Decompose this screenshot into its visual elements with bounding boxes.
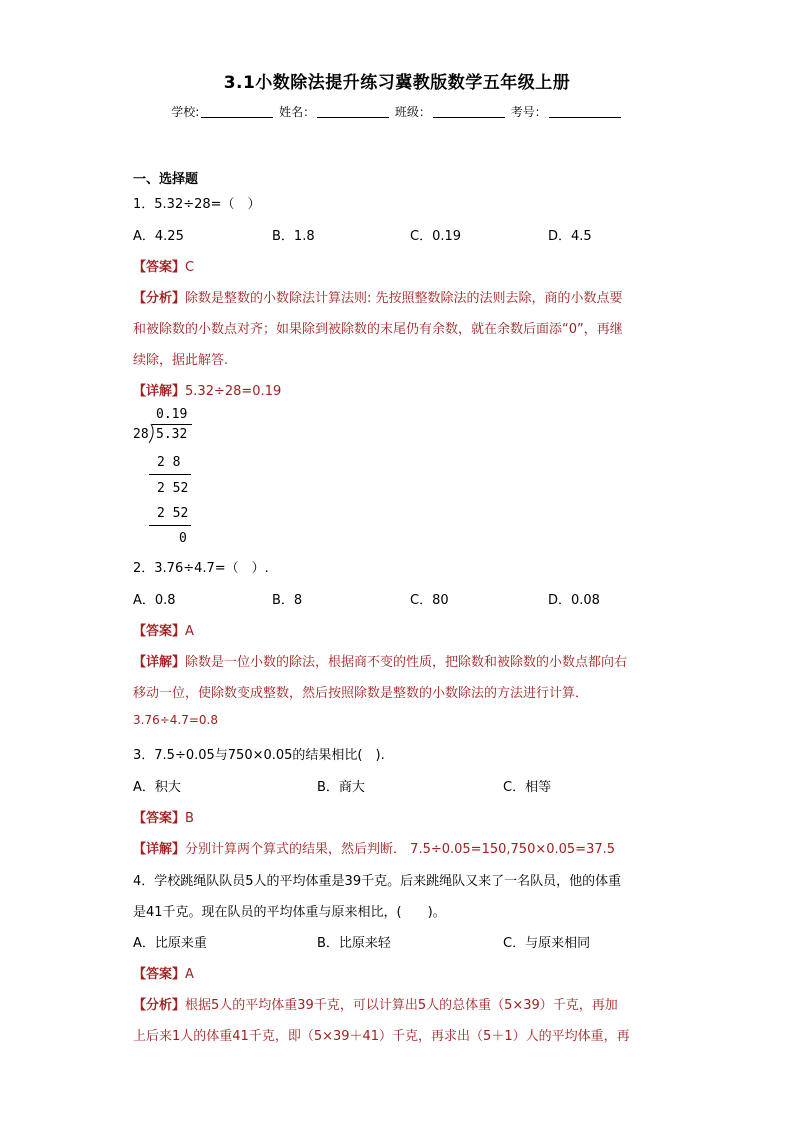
class-label: 班级： <box>394 105 431 119</box>
analysis-label: 【分析】 <box>133 998 186 1013</box>
q2-answer-value: A <box>185 624 194 639</box>
division-divisor: 28 <box>133 427 149 442</box>
q3-answer-value: B <box>185 811 194 826</box>
q4-analysis-text-1: 根据5人的平均体重39千克，可以计算出5人的总体重（5×39）千克，再加 <box>185 998 618 1013</box>
q2-option-a: A．0.8 <box>133 593 176 608</box>
q4-option-a: A．比原来重 <box>133 936 207 951</box>
division-line-1 <box>149 474 191 475</box>
name-blank[interactable] <box>317 105 389 118</box>
long-division <box>133 405 213 550</box>
division-step-2: 2 52 <box>157 506 189 521</box>
q1-stem: 1．5.32÷28=（ ） <box>133 197 261 212</box>
q1-analysis-line-1 <box>133 287 623 306</box>
q1-detail-text: 5.32÷28=0.19 <box>185 384 282 399</box>
q4-answer-value: A <box>185 967 194 982</box>
q1-option-b: B．1.8 <box>272 229 315 244</box>
student-info-row <box>0 103 794 120</box>
detail-label: 【详解】 <box>133 842 186 857</box>
q1-analysis-line-2: 和被除数的小数点对齐；如果除到被除数的末尾仍有余数，就在余数后面添“0”，再继 <box>133 322 623 337</box>
school-label: 学校: <box>171 105 200 119</box>
division-dividend: 5.32 <box>156 427 188 442</box>
q2-detail-line-3: 3.76÷4.7=0.8 <box>133 713 218 727</box>
q3-detail-calc: 7.5÷0.05=150,750×0.05=37.5 <box>410 842 616 857</box>
division-bar <box>152 424 192 425</box>
q2-option-d: D．0.08 <box>548 593 600 608</box>
q2-detail-line-1 <box>133 651 627 670</box>
q2-detail-text-1: 除数是一位小数的除法，根据商不变的性质，把除数和被除数的小数点都向右 <box>185 655 628 670</box>
q3-detail-text: 分别计算两个算式的结果，然后判断． <box>185 842 407 857</box>
school-blank[interactable] <box>201 105 273 118</box>
answer-label: 【答案】 <box>133 624 186 639</box>
detail-label: 【详解】 <box>133 655 186 670</box>
q1-detail <box>133 380 281 399</box>
name-label: 姓名： <box>279 105 316 119</box>
q1-option-d: D．4.5 <box>548 229 592 244</box>
division-remainder-2: 0 <box>179 531 187 546</box>
division-bracket <box>147 422 155 444</box>
q2-answer <box>133 620 194 639</box>
class-blank[interactable] <box>433 105 505 118</box>
q1-answer <box>133 256 194 275</box>
division-remainder-1: 2 52 <box>157 481 189 496</box>
exam-number-blank[interactable] <box>549 105 621 118</box>
detail-label: 【详解】 <box>133 384 186 399</box>
q4-stem-line-2: 是41千克。现在队员的平均体重与原来相比，( )。 <box>133 905 446 920</box>
division-quotient: 0.19 <box>156 407 188 422</box>
q2-option-c: C．80 <box>410 593 449 608</box>
q3-detail <box>133 838 615 857</box>
answer-label: 【答案】 <box>133 811 186 826</box>
q1-answer-value: C <box>185 260 195 275</box>
section-heading: 一、选择题 <box>133 172 199 187</box>
q2-detail-line-2: 移动一位，使除数变成整数，然后按照除数是整数的小数除法的方法进行计算． <box>133 686 589 701</box>
q4-stem-line-1: 4．学校跳绳队队员5人的平均体重是39千克。后来跳绳队又来了一名队员，他的体重 <box>133 874 622 889</box>
q3-option-a: A．积大 <box>133 780 181 795</box>
q1-option-c: C．0.19 <box>410 229 462 244</box>
q2-stem: 2．3.76÷4.7=（ ）. <box>133 561 269 576</box>
q4-option-c: C．与原来相同 <box>503 936 591 951</box>
q3-option-c: C．相等 <box>503 780 552 795</box>
q1-analysis-text-1: 除数是整数的小数除法计算法则: 先按照整数除法的法则去除，商的小数点要 <box>185 291 623 306</box>
q1-analysis-line-3: 续除，据此解答. <box>133 353 229 368</box>
division-line-2 <box>149 525 191 526</box>
q1-option-a: A．4.25 <box>133 229 184 244</box>
q3-stem: 3．7.5÷0.05与750×0.05的结果相比( ). <box>133 748 385 763</box>
q2-option-b: B．8 <box>272 593 303 608</box>
page-title: 3.1小数除法提升练习冀教版数学五年级上册 <box>223 73 571 93</box>
answer-label: 【答案】 <box>133 260 186 275</box>
answer-label: 【答案】 <box>133 967 186 982</box>
q3-answer <box>133 807 194 826</box>
exam-number-label: 考号： <box>510 105 547 119</box>
q4-analysis-line-2: 上后来1人的体重41千克，即（5×39＋41）千克，再求出（5＋1）人的平均体重，再 <box>133 1029 630 1044</box>
q4-answer <box>133 963 194 982</box>
q4-option-b: B．比原来轻 <box>317 936 391 951</box>
q4-analysis-line-1 <box>133 994 618 1013</box>
q3-option-b: B．商大 <box>317 780 365 795</box>
division-step-1: 2 8 <box>157 455 181 470</box>
analysis-label: 【分析】 <box>133 291 186 306</box>
